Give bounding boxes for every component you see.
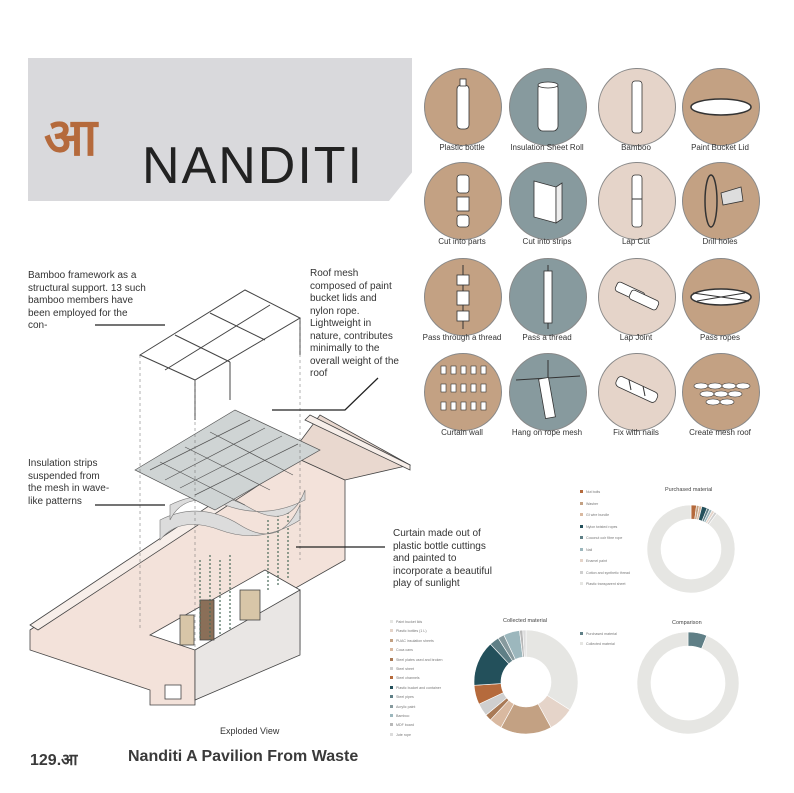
chart-1-legend-item: Coconut coir fibre rope <box>580 536 622 540</box>
chart-2-legend-item: Plastic bucket and container <box>390 686 441 690</box>
chart-2-legend-item: Steel pipes <box>390 695 414 699</box>
step-2-label: Insulation Sheet Roll <box>510 143 584 152</box>
chart-2-legend-item: Jute rope <box>390 733 411 737</box>
chart-2-legend-item: Plastic bottles (1 L) <box>390 629 427 633</box>
chart-2-legend-item: Coca cans <box>390 648 413 652</box>
project-number: 129.आ <box>30 752 78 769</box>
logo-word: NANDITI <box>142 137 364 195</box>
chart-2-legend-item: Paint bucket lids <box>390 620 422 624</box>
note-insulation: Insulation strips suspended from the mesh in wave-like patterns <box>28 458 110 507</box>
chart-1-legend-item: Nut bolts <box>580 490 600 494</box>
step-15-label: Fix with nails <box>613 428 659 437</box>
logo-mark: आ <box>44 108 98 168</box>
step-11-label: Lap Joint <box>619 333 653 342</box>
step-6-label: Cut into strips <box>522 237 572 246</box>
chart-3-title: Comparison <box>672 620 702 626</box>
diagram-caption: Exploded View <box>220 726 280 736</box>
chart-3-legend-item: Purchased material <box>580 632 617 636</box>
chart-3-slice-2 <box>637 632 739 734</box>
chart-1-legend-item: Cotton and synthetic thread <box>580 571 630 575</box>
step-16-label: Create mesh roof <box>689 428 751 437</box>
chart-2-legend-item: Steel channels <box>390 676 420 680</box>
step-13-label: Curtain wall <box>441 428 483 437</box>
note-bamboo: Bamboo framework as a structural support. 13 such bamboo members have been employed for the con- <box>28 270 146 331</box>
chart-1-legend-item: Nail <box>580 548 592 552</box>
chart-1-legend-item: Plastic transparent sheet <box>580 582 626 586</box>
chart-2-legend-item: Steel sheet <box>390 667 414 671</box>
step-1-label: Plastic bottle <box>439 143 485 152</box>
step-7-label: Lap Cut <box>621 237 651 246</box>
chart-1-legend-item: GI wire bundle <box>580 513 609 517</box>
chart-1-title: Purchased material <box>665 487 713 493</box>
step-9-label: Pass through a thread <box>422 333 502 342</box>
chart-2-title: Collected material <box>503 618 548 624</box>
step-12-label: Pass ropes <box>699 333 741 342</box>
step-10-label: Pass a thread <box>522 333 572 342</box>
chart-2-legend-item: Acrylic paint <box>390 705 415 709</box>
chart-1-legend-item: Nylon twisted ropes <box>580 525 617 529</box>
chart-1-legend-item: Washer <box>580 502 598 506</box>
chart-2-legend-item: Steel plates used and broken <box>390 658 443 662</box>
chart-1-legend-item: Enamel paint <box>580 559 607 563</box>
step-3-label: Bamboo <box>621 143 651 152</box>
chart-3-legend-item: Collected material <box>580 642 615 646</box>
note-roof: Roof mesh composed of paint bucket lids and nylon rope. Lightweight in nature, contributes minimally to the overall weight of the roof <box>310 268 399 379</box>
step-5-label: Cut into parts <box>438 237 486 246</box>
step-14-label: Hang on rope mesh <box>511 428 583 437</box>
project-title: Nanditi A Pavilion From Waste <box>128 748 359 765</box>
note-curtain: Curtain made out of plastic bottle cuttings and painted to incorporate a beautiful play of sunlight <box>393 528 492 589</box>
chart-2-legend-item: MDF board <box>390 723 414 727</box>
chart-2-legend-item: PUAC insulation sheets <box>390 639 434 643</box>
chart-2-slice-1 <box>526 630 578 710</box>
step-8-label: Drill holes <box>702 237 738 246</box>
chart-2-legend-item: Bamboo <box>390 714 409 718</box>
chart-1-slice-9 <box>647 505 735 593</box>
step-4-label: Paint Bucket Lid <box>691 143 749 152</box>
